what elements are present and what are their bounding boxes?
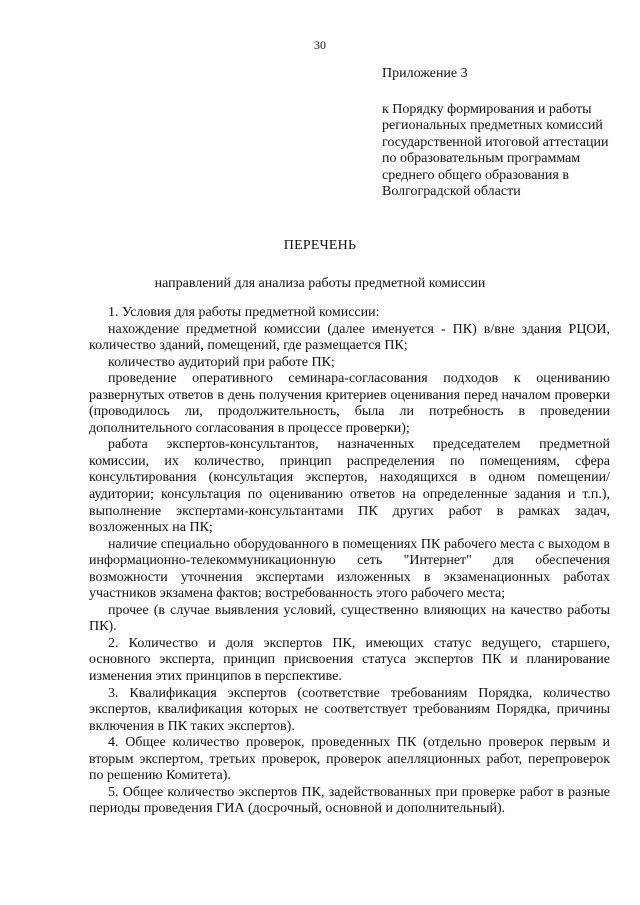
paragraph-3: 3. Квалификация экспертов (соответствие требованиям Порядка, количество экспертов, квалификация которых не соответствует требованиям Порядка, причины включения в ПК таких экспертов). (89, 685, 610, 734)
page-number: 30 (314, 38, 326, 52)
paragraph-1-heading: 1. Условия для работы предметной комиссии: (108, 305, 380, 320)
appendix-label: Приложение 3 (382, 66, 468, 81)
document-title: ПЕРЕЧЕНЬ (283, 238, 357, 253)
appendix-description: к Порядку формирования и работы региональных предметных комиссий государственной итоговой аттестации по образовательным программам среднего общего образования в Волгоградской области (382, 102, 609, 200)
paragraph-5: 5. Общее количество экспертов ПК, задействованных при проверке работ в разные периоды проведения ГИА (досрочный, основной и дополнительный). (89, 784, 610, 817)
paragraph-1-location: нахождение предметной комиссии (далее именуется - ПК) в/вне здания РЦОИ, количество зданий, помещений, где размещается ПК; (89, 321, 610, 354)
paragraph-1-consultants: работа экспертов-консультантов, назначенных председателем предметной комиссии, их количество, принцип распределения по помещениям, сфера консультирования (консультация экспертов, находящихся в одном помещении/аудитории; консультация по оцениванию ответов на определенные задания и т.п.), выполнение экспертами-консультантами ПК других работ в рамках задач, возложенных на ПК; (89, 437, 610, 536)
paragraph-4: 4. Общее количество проверок, проведенных ПК (отдельно проверок первым и вторым экспертом, третьих проверок, проверок апелляционных работ, перепроверок по решению Комитета). (89, 735, 610, 784)
paragraph-2: 2. Количество и доля экспертов ПК, имеющих статус ведущего, старшего, основного эксперта, принцип присвоения статуса экспертов ПК и планирование изменения этих принципов в перспективе. (89, 635, 610, 685)
document-subtitle: направлений для анализа работы предметной комиссии (154, 276, 486, 291)
paragraph-1-other: прочее (в случае выявления условий, существенно влияющих на качество работы ПК). (89, 602, 610, 635)
paragraph-1-internet-workplace: наличие специально оборудованного в помещениях ПК рабочего места с выходом в информационно-телекоммуникационную сеть "Интернет" для обеспечения возможности уточнения экспертами изложенных в экзаменационных работах участников экзамена фактов; востребованность этого рабочего места; (89, 536, 610, 602)
paragraph-1-seminar: проведение оперативного семинара-согласования подходов к оцениванию развернутых ответов в день получения критериев оценивания перед началом проверки (проводилось ли, продолжительность, была ли потребность в проведении дополнительного согласования в процессе проверки); (89, 371, 610, 436)
paragraph-1-auditoriums: количество аудиторий при работе ПК; (108, 354, 335, 370)
document-body (89, 305, 610, 818)
